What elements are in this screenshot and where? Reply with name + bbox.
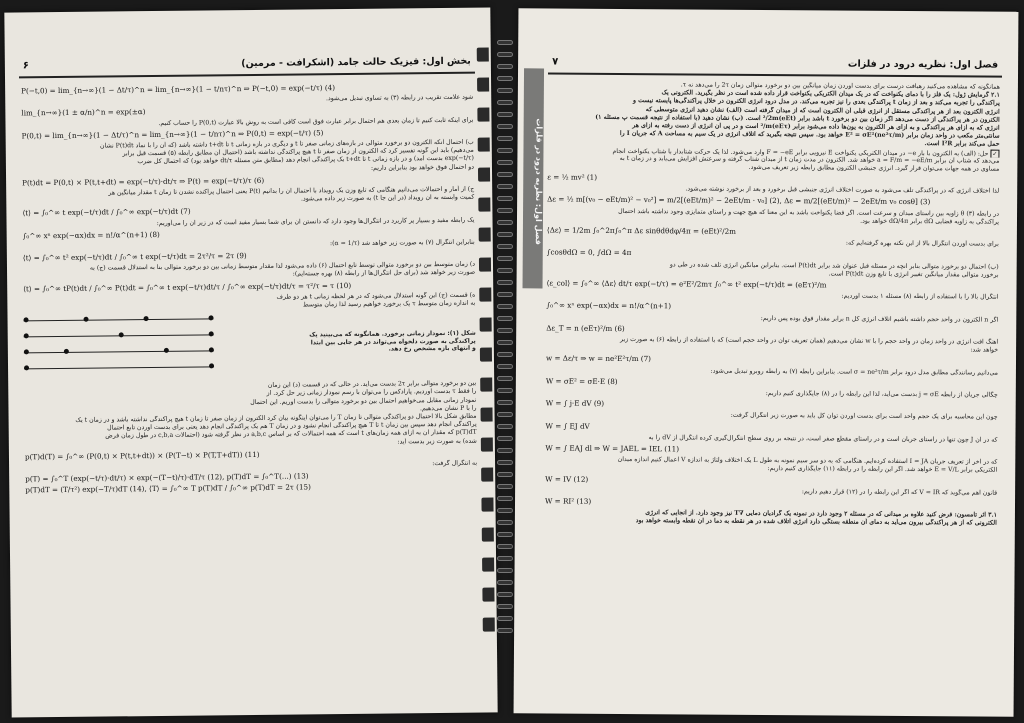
- paragraph-line: شود علامت تقریب در رابطه (۳) به تساوی تبدیل می‌شود.: [325, 93, 474, 103]
- left-page-header: [19, 54, 475, 79]
- paragraph-line: انرژی الکترون بعد از هر پراکندگی مستقل از انرژی قبلی آن الکترون است که از میدان گرفته است (الف) نشان دهید انرژی متوسطی که: [645, 105, 1000, 116]
- equation: ⟨Δε⟩ = 1/2m ∫₀^2π∫₀^π Δε sinθdθdφ/4π = (eEt)²/2m: [546, 225, 737, 236]
- paragraph-line: حمل می‌کند برابر I²R است.: [924, 140, 1000, 148]
- paragraph-line: برای بدست آوردن انتگرال بالا از این نکته بهره گرفته‌ایم که:: [845, 239, 999, 248]
- equation: W = RI² (13): [544, 496, 592, 506]
- paragraph-line: صورت زیر خواهد شد (برای حل انتگرال‌ها از رابطه (۸) بهره جسته‌ایم):: [292, 269, 476, 279]
- paragraph-line: آهنگ افت انرژی در واحد زمان در واحد حجم را با w نشان می‌دهیم (همان تعریف توان در واحد حجم است) که با استفاده از رابطه (۶) به صورت زیر: [620, 335, 999, 346]
- solution-text: حل: (الف) به الکترون با بار e− در میدان الکتریکی یکنواخت E نیرویی برابر F = −eE وارد می‌شود. لذا یک حرکت شتابدار با شتاب یکنواخت انجام: [612, 147, 989, 158]
- equation: ∫₀^∞ xⁿ exp(−αx)dx = n!/α^(n+1): [546, 300, 672, 311]
- paragraph-line: شده) به صورت زیر بدست آید:: [397, 437, 477, 446]
- figure-caption: شکل (۱): نمودار زمانی برخورد. همانگونه که می‌بینید یک پراکندگی به صورت دلخواه می‌تواند در هر جایی بین ابتدا و انتهای بازه مشخص رخ دهد.: [309, 329, 476, 353]
- left-page-number: ۶: [22, 60, 30, 72]
- timeline-figure: [24, 312, 477, 381]
- paragraph-line: را فقط τ بدست آوردیم. پارادکس را می‌توان با رسم نمودار زمانی زیر حل کرد. از: [266, 388, 477, 398]
- paragraph-line: چگالی جریان از رابطه j = σE بدست می‌آید، لذا این رابطه را در (۸) جایگذاری کنیم داریم:: [765, 389, 998, 399]
- paragraph-line: که در آخر از تعریف جریان I = JA استفاده کرده‌ایم. هنگامی که به دو سر سیم نمونه به طول L یک اختلاف ولتاژ به اندازه V اعمال کنیم اندازه میدان: [617, 456, 998, 466]
- paragraph-line: ب) احتمال آنکه الکترون دو برخورد متوالی در بازه‌های زمانی صفر تا t و دیگری در بازه زمانی t تا t+dt داشته باشد (که آن را با نماد P(t)dt نشان: [99, 138, 474, 150]
- paragraph-line: چون این محاسبه برای یک حجم واحد است برای بدست آوردن توان کل باید به صورت زیر انتگرال گرفت:: [730, 412, 998, 421]
- equation: W = ∫ EJ dV: [545, 420, 590, 431]
- equation: P(0,t) = lim_{n→∞}(1 − Δt/τ)^n = lim_{n→∞}(1 − t/nτ)^n ⇒ P(0,t) = exp(−t/τ) (5): [21, 128, 324, 141]
- paragraph-line: به انتگرال گرفت:: [432, 459, 478, 468]
- spiral-binding: [497, 40, 513, 700]
- paragraph-line: خواهد شد:: [970, 346, 999, 354]
- paragraph-line: الکترون در هر پراکندگی از دست می‌دهد اگر زمان بین دو برخورد t باشد برابر (eEt)²/2m است. (ب) نشان دهید (با استفاده از نتیجه قسمت پ مسئله ۱): [595, 113, 1000, 124]
- page-edge-tabs: [477, 47, 497, 647]
- paragraph-line: p(T)dT که مقدار آن به ازای همه زمان‌های t است که همه احتمالات که بر اساس a,b,c در نظر گرفته شود (احتمالات c,b,a در طول زمان فرض: [105, 429, 477, 440]
- paragraph-line: exp(−t/τ) بدست آمد) و در بازه زمانی t تا t+dt یک پراکندگی انجام دهد (مطابق متن مسئله dt/τ خواهد بود) که احتمال کل ضرب: [137, 155, 474, 166]
- paragraph-line: بین دو برخورد متوالی برابر 2τ بدست می‌آید. در حالی که در قسمت (د) این زمان: [267, 379, 477, 390]
- right-page-body: [544, 80, 1000, 708]
- paragraph-line: نمودار زمانی مقابل می‌خواهیم احتمال بین دو برخورد متوالی را بدست آوریم. این احتمال: [250, 396, 477, 406]
- paragraph-line: می‌دانیم رسانندگی مطابق مدل درود برابر σ = ne²τ/m است. بنابراین رابطه (۷) به رابطه روبرو تبدیل می‌شود:: [710, 367, 998, 377]
- paragraph-line: که در آن J چون تنها در راستای جریان است و در راستای مقطع صفر است، در نتیجه بر روی سطح انتگرال‌گیری کرده انتگرال از dV را به: [648, 433, 998, 444]
- paragraph-line: الکترونی که از هر پراکندگی بیرون می‌آید به دمای آن منطقه بستگی دارد انرژی اتلاف شده در هر نقطه به دما در آن نقطه وابسته خواهد بود: [635, 517, 997, 527]
- equation: ∫₀^∞ xⁿ exp(−αx)dx = n!/α^(n+1) (8): [22, 229, 160, 241]
- paragraph-line: در رابطه (۳) θ زاویه بین راستای میدان و سرعت است. اگر فضا یکنواخت باشد به این معنا که هیچ جهت و راستای متمایزی وجود نداشته باشد احتمال: [618, 207, 1000, 218]
- paragraph-line: قانون اهم می‌گوید که V = IR که اگر این رابطه را در (۱۲) قرار دهیم داریم:: [801, 487, 998, 497]
- paragraph-line: برخورد متوالی مقدار میانگین تغییر انرژی با تابع وزن P(t)dt است.: [828, 270, 999, 279]
- paragraph-line: کمیت وابسته به آن رویداد (در این جا t) به صورت زیر داده می‌شود.: [300, 193, 475, 203]
- equation: ⟨ε_col⟩ = ∫₀^∞ ⟨Δε⟩ dt/τ exp(−t/τ) = e²E²/2mτ ∫₀^∞ t² exp(−t/τ)dt = (eEτ)²/m: [546, 278, 827, 290]
- paragraph-line: می‌دهد که شتاب آن برابر a = F/m = −eE/m خواهد شد. الکترون در مدت زمان t از میدان شتاب گرفته و سرعتش افزایش می‌یابد و در زمان t به: [619, 154, 1000, 165]
- paragraph-line: انرژی که به ازای هر پراکندگی و به ازای هر الکترون به یون‌ها داده می‌شود برابر (eEτ)²/m است و در پی آن انرژی از دست رفته به ازای هر: [632, 121, 1000, 132]
- chapter-sidebar-label: فصل اول: نظریه درود در فلزات: [523, 68, 545, 288]
- paragraph-line: سانتی‌متر مکعب در واحد زمان برابر (ne²τ/m)E² = σE² خواهد بود. سپس نتیجه بگیرید که اتلاف انرژی در یک سیم به مساحت A که جریان I را: [619, 130, 1000, 140]
- equation: ε = ½ mv² (1): [547, 172, 598, 182]
- equation: W = ∫ j·E dV (9): [545, 398, 605, 409]
- paragraph-line: می‌دهیم) باید این گونه تفسیر کرد که الکترون از زمان صفر تا t هیچ پراکندگی نداشته باشد (احتمال آن مطابق رابطه (۵) قسمت قبل برابر: [122, 146, 474, 158]
- paragraph-line: لذا اختلاف انرژی که در پراکندگی تلف می‌شود به صورت اختلاف انرژی جنبشی قبل برخورد و بعد از برخورد نوشته می‌شود.: [685, 185, 1000, 195]
- paragraph-line: یک رابطه مفید و بسیار پر کاربرد در انتگرال‌ها وجود دارد که دانستن آن برای شما بسیار مفید است که در زیر آن را می‌آوریم:: [156, 216, 475, 227]
- left-page: [4, 7, 497, 717]
- paragraph-line: ۲.۱ گرمایش ژول: یک فلز را با دمای یکنواخت که در یک میدان الکتریکی یکنواخت قرار داده شده است در نظر بگیرید. الکترونی یک: [661, 89, 1000, 99]
- right-header-title: فصل اول: نظریه درود در فلزات: [847, 58, 999, 71]
- paragraph-line: مطابق شکل بالا احتمال دو پراکندگی متوالی تا زمان T را می‌توان اینگونه بیان کرد الکترون از زمان صفر تا زمان t هیچ پراکندگی نداشته باشد و در زمان t یک: [75, 412, 477, 424]
- equation: ⟨t⟩ = ∫₀^∞ t² exp(−t/τ)dt / ∫₀^∞ t exp(−t/τ)dt = 2τ²/τ = 2τ (9): [22, 251, 247, 263]
- right-page: [514, 8, 1019, 716]
- equation: W = σE² = σE·E (8): [545, 376, 618, 386]
- right-page-header: [548, 54, 1002, 77]
- equation: P(t)dt = P(0,t) × P(t,t+dt) = exp(−t/τ)·dt/τ ⇒ P(t) = exp(−t/τ)/τ (6): [22, 175, 265, 188]
- equation: W = ∫ EAJ dl ⇒ W = JAEL = IEL (11): [545, 443, 680, 454]
- equation: lim_{n→∞}(1 ± α/n)^n = exp(±α): [21, 107, 146, 118]
- equation: p(T) = ∫₀^T (exp(−t/τ)·dt/τ) × exp(−(T−t)/τ)·dT/τ (12), p(T)dT = ∫₀^T(...) (13): [25, 471, 309, 484]
- paragraph-line: را با P نشان می‌دهیم.: [419, 404, 477, 413]
- equation: w = Δε/τ ⇒ w = ne²E²τ/m (7): [545, 353, 652, 364]
- paragraph-line: ج) از آمار و احتمالات می‌دانیم هنگامی که تابع وزن یک رویداد با احتمال آن را بدانیم P(t) یعنی احتمال پراکنده نشدن تا زمان t مقدار میانگین هر: [108, 185, 475, 197]
- equation: Δε = ½ m[(v₀ − eEt/m)² − v₀²] = m/2[(eEt/m)² − 2eEt/m · v₀] (2), Δε = m/2[(eEt/m)² − 2eEt/m v₀ cosθ] (3): [547, 194, 931, 207]
- equation: ∫cosθdΩ = 0, ∫dΩ = 4π: [546, 247, 632, 258]
- paragraph-line: پراکندگی انجام دهد سپس بین زمان t تا T هیچ پراکندگی انجام نشود و در زمان T هم یک پراکندگی انجام دهد یعنی برای بدست آوردن تابع احتمال: [107, 420, 477, 432]
- equation: Δε_T = n (eEτ)²/m (6): [546, 323, 625, 333]
- paragraph-line: انتگرال بالا را با استفاده از رابطه (۸) مسئله ۱ بدست آوردیم:: [841, 292, 999, 301]
- paragraph-line: بنابراین انتگرال (۷) به صورت زیر خواهد شد (α = 1/τ):: [329, 238, 475, 248]
- paragraph-line: د) زمان متوسط بین دو برخورد متوالی توسط تابع احتمال (۶) داده می‌شود لذا مقدار متوسط زمانی بین دو برخورد متوالی بنا به استدلال قسمت (ج) به: [89, 260, 476, 272]
- equation: p(T)d(T) = ∫₀^∞ (P(0,t) × P(t,t+dt)) × (P(T−t) × P(T,T+dT)) (11): [24, 449, 260, 462]
- equation: p(T)dT = (T/τ²) exp(−T/τ)dT (14), ⟨T⟩ = ∫₀^∞ T p(T)dT / ∫₀^∞ p(T)dT = 2τ (15): [25, 482, 311, 495]
- paragraph-line: مساوی در همه جهات می‌توان قرار گیرد. انرژی جنبشی الکترون مطابق رابطه زیر تعریف می‌شود.: [748, 163, 1000, 173]
- paragraph-line: برای اینکه ثابت کنیم تا زمان بعدی هم احتمال برابر عبارت فوق است کافی است به روش بالا عبارت P(0,t) را حساب کنیم.: [158, 116, 474, 127]
- equation: W = IV (12): [545, 473, 589, 484]
- checkbox-icon: ✓: [992, 150, 998, 158]
- paragraph-line: (ب) احتمال دو برخورد متوالی بنابر آنچه در مسئله قبل عنوان شد برابر P(t)dt است. بنابراین میانگین انرژی تلف شده در طی دو: [669, 260, 999, 271]
- paragraph-line: پراکندگی به زاویه فضایی dΩ برابر dΩ/4π خواهد بود.: [860, 217, 1000, 226]
- paragraph-line: اگر n الکترون در واحد حجم داشته باشیم اتلاف انرژی کل n برابر مقدار فوق بوده پس داریم:: [760, 314, 999, 324]
- equation: ⟨t⟩ = ∫₀^∞ t exp(−t/τ)dt / ∫₀^∞ exp(−t/τ)dt (7): [22, 206, 191, 218]
- paragraph-line: پراکندگی را تجربه می‌کند و بعد از زمان t پراکندگی بعدی را نیز تجربه می‌کند. در مدل درود انرژی الکترون در خلال پراکندگی‌ها پایسته نیست و: [632, 97, 1000, 108]
- left-page-body: [21, 80, 480, 710]
- paragraph-line: دو احتمال فوق خواهد بود بنابراین داریم:: [370, 163, 474, 172]
- right-page-number: ۷: [552, 56, 559, 68]
- paragraph-line: همانگونه که مشاهده می‌کنید رهیافت درست برای بدست آوردن زمان میانگین بین دو برخورد متوالی زمان 2τ را می‌دهد نه τ.: [680, 81, 1000, 91]
- equation: P(−t,0) = lim_{n→∞}(1 − Δt/τ)^n = lim_{n→∞}(1 − t/nτ)^n ⇒ P(−t,0) = exp(−t/τ) (4): [21, 83, 336, 96]
- paragraph-line: ه) قسمت (ج) این گونه استدلال می‌شود که در هر لحظه زمانی t هر دو طرف: [276, 291, 476, 301]
- paragraph-line: ۳.۱ اثر تامسون: فرض کنید علاوه بر میدانی که در مسئله ۲ وجود دارد در نمونه یک گرادیان دمایی ∇T نیز وجود دارد. از آنجایی که انرژی: [645, 509, 997, 519]
- equation: ⟨t⟩ = ∫₀^∞ tP(t)dt / ∫₀^∞ P(t)dt = ∫₀^∞ t exp(−t/τ)dt/τ / ∫₀^∞ exp(−t/τ)dt/τ = τ²/τ = τ (10): [23, 280, 352, 294]
- paragraph-line: الکتریکی برابر E = V/L خواهد شد. اگر این رابطه را در رابطه (۱۱) جایگذاری کنیم داریم:: [767, 465, 998, 474]
- left-header-title: بخش اول: فیزیک حالت جامد (اشکرافت - مرمین): [241, 55, 471, 70]
- paragraph-line: به اندازه زمان متوسط τ یک برخورد خواهیم رسید لذا زمان متوسط: [302, 299, 476, 309]
